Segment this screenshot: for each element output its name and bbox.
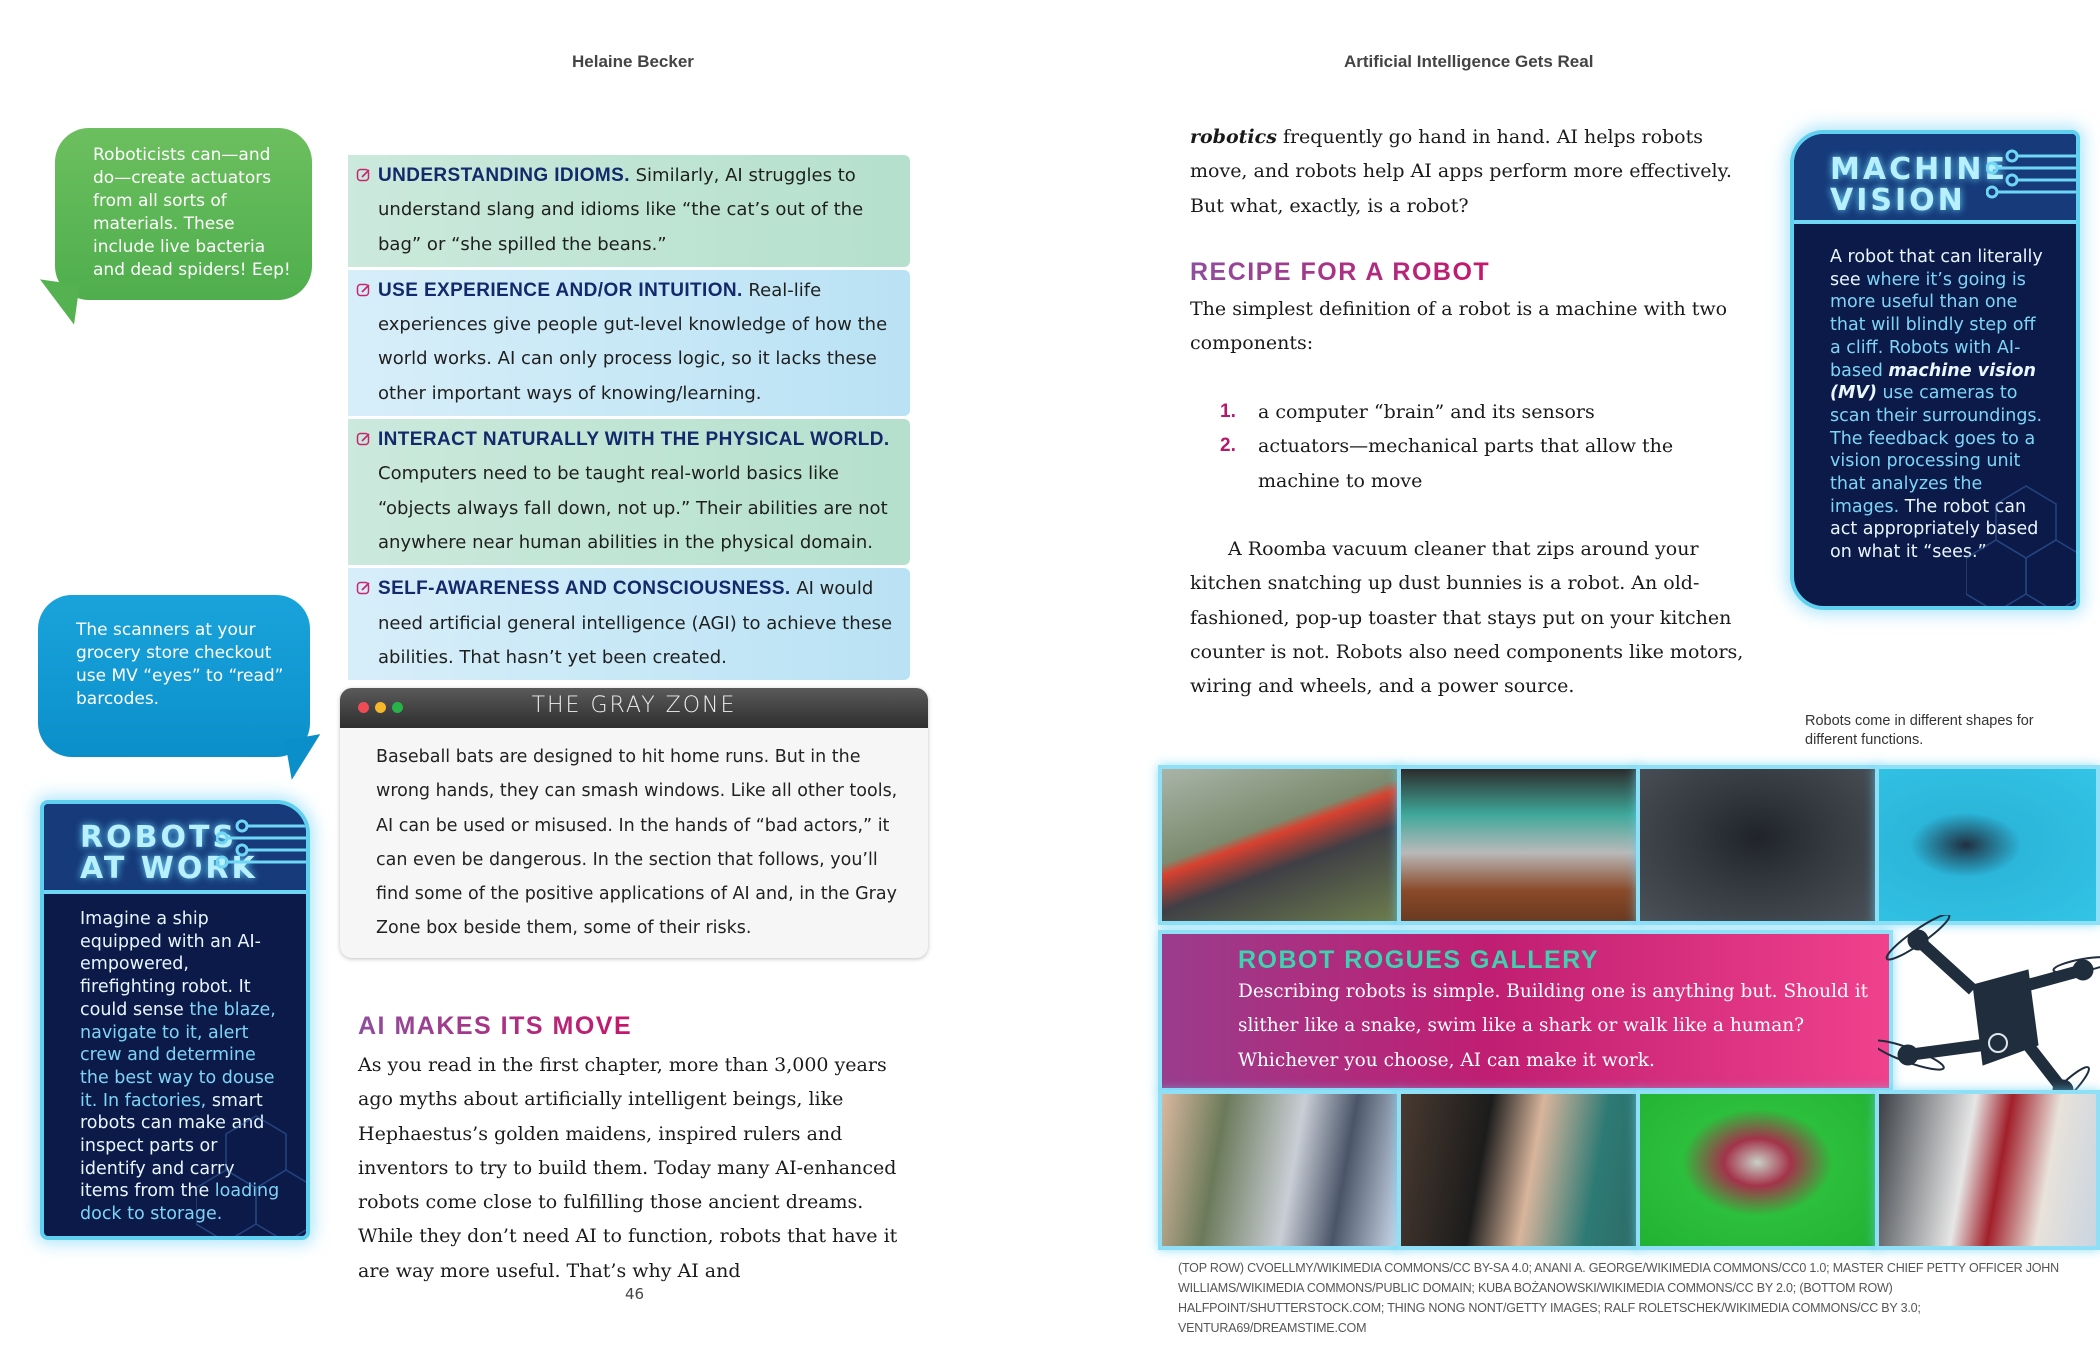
gray-zone-box: [340, 688, 928, 958]
roomba-paragraph: A Roomba vacuum cleaner that zips around your kitchen snatching up dust bunnies is a robot. An old-fashioned, pop-up toaster that stays put on your kitchen counter is not. Robots also need components like motors, wiring and wheels, and a power source.: [1190, 538, 1744, 698]
bubble-text: Roboticists can—and do—create actuators from all sorts of materials. These include live bacteria and dead spiders! Eep!: [93, 145, 291, 280]
intro-paragraph: [1190, 120, 1745, 223]
body-text: A robot that can literally see: [1830, 247, 2043, 290]
quadruped-robot-photo: [1158, 765, 1401, 925]
sidebar-title: ROBOTS AT WORK: [80, 820, 258, 886]
ai-limitations-list: [348, 155, 910, 683]
idiom-heading: INTERACT NATURALLY WITH THE PHYSICAL WORLD.: [378, 429, 890, 451]
edit-icon: [356, 282, 372, 298]
circuit-icon: [216, 816, 306, 876]
idiom-heading: SELF-AWARENESS AND CONSCIOUSNESS.: [378, 578, 791, 600]
drone-illustration-icon: [1878, 915, 2100, 1115]
bubble-text: The scanners at your grocery store checkout use MV “eyes” to “read” barcodes.: [76, 620, 284, 709]
body-text: use cameras to scan their surroundings. The feedback goes to a vision processing unit that analyzes the images.: [1830, 383, 2043, 517]
glossary-term: machine vision (MV): [1830, 360, 2036, 404]
speech-bubble-actuators: [55, 128, 312, 300]
robots-at-work-sidebar: [40, 800, 310, 1240]
list-text: a computer “brain” and its sensors: [1258, 401, 1595, 423]
glossary-term: robotics: [1190, 126, 1277, 148]
robot-components-list: [1220, 395, 1745, 498]
body-text: loading dock to storage.: [80, 1181, 280, 1225]
body-text: where it’s going is more useful than one that will blindly step off a cliff. Robots with AI-based: [1830, 269, 2036, 381]
recipe-lead: The simplest definition of a robot is a machine with two components:: [1190, 298, 1728, 355]
list-item: [1220, 395, 1745, 429]
body-text: the blaze, navigate to it, alert crew and determine the best way to douse it. In factories,: [80, 999, 276, 1111]
hexagon-pattern-icon: [1966, 476, 2080, 610]
idiom-item: [348, 155, 910, 267]
soccer-humanoid-robots-photo: [1636, 1090, 1879, 1250]
photo-caption: Robots come in different shapes for different functions.: [1805, 713, 2034, 748]
sidebar-header: [1794, 134, 2076, 224]
edit-icon: [356, 580, 372, 596]
list-number: 1.: [1220, 401, 1236, 422]
sidebar-header: [44, 804, 306, 894]
intro-text: frequently go hand in hand. AI helps robots move, and robots help AI apps perform more effectively. But what, exactly, is a robot?: [1190, 126, 1732, 217]
edit-icon: [356, 431, 372, 447]
boy-lego-robot-photo: [1875, 1090, 2100, 1250]
body-text: smart robots can make and inspect parts or identify and carry items from the: [80, 1090, 265, 1202]
idiom-item: [348, 419, 910, 565]
idiom-item: [348, 568, 910, 680]
list-number: 2.: [1220, 435, 1236, 457]
robot-photo-gallery: [1158, 765, 2100, 1250]
rogues-title: ROBOT ROGUES GALLERY: [1238, 946, 1600, 974]
idiom-text: AI would need artificial general intelligence (AGI) to achieve these abilities. That hasn’t yet been created.: [378, 578, 893, 668]
idiom-heading: USE EXPERIENCE AND/OR INTUITION.: [378, 279, 743, 301]
robot-rogues-gallery-panel: [1158, 930, 1893, 1092]
wheeled-rover-robot-photo: [1397, 765, 1640, 925]
heading-recipe-for-a-robot: RECIPE FOR A ROBOT: [1190, 258, 1491, 286]
robotic-arm-glove-photo: [1397, 1090, 1640, 1250]
speech-bubble-scanners: [38, 595, 310, 757]
page-number: 46: [625, 1285, 645, 1303]
list-text: actuators—mechanical parts that allow the machine to move: [1258, 435, 1674, 492]
body-text: Imagine a ship equipped with an AI-empowered, firefighting robot. It could sense: [80, 909, 261, 1020]
swimming-robot-photo: [1875, 765, 2100, 925]
heading-ai-makes-its-move: AI MAKES ITS MOVE: [358, 1012, 633, 1040]
rogues-body: Describing robots is simple. Building one is anything but. Should it slither like a snake, swim like a shark or walk like a human? Whichever you choose, AI can make it work.: [1238, 981, 1869, 1071]
window-title-bar: [340, 688, 928, 728]
gray-zone-body: Baseball bats are designed to hit home runs. But in the wrong hands, they can smash windows. Like all other tools, AI can be used or misused. In the hands of “bad actors,” it can even be dangerous. In the section that follows, you’ll find some of the positive applications of AI and, in the Gray Zone box beside them, some of their risks.: [376, 747, 898, 939]
photo-credits: (TOP ROW) CVOELLMY/WIKIMEDIA COMMONS/CC BY-SA 4.0; ANANI A. GEORGE/WIKIMEDIA COMMONS/CC0 1.0; MASTER CHIEF PETTY OFFICER JOHN WILLIAMS/WIKIMEDIA COMMONS/PUBLIC DOMAIN; KUBA BOŻANOWSKI/WIKIMEDIA COMMONS/CC BY 2.0; (BOTTOM ROW) HALFPOINT/SHUTTERSTOCK.COM; THING NONG NONT/GETTY IMAGES; RALF ROLETSCHEK/WIKIMEDIA COMMONS/CC BY 3.0; VENTURA69/DREAMSTIME.COM: [1178, 1261, 2059, 1335]
list-item: [1220, 429, 1745, 498]
idiom-text: Similarly, AI struggles to understand slang and idioms like “the cat’s out of the bag” or “she spilled the beans.”: [378, 165, 864, 255]
idiom-text: Real-life experiences give people gut-level knowledge of how the world works. AI can only process logic, so it lacks these other important ways of knowing/learning.: [378, 279, 888, 404]
running-head-right: Artificial Intelligence Gets Real: [1344, 52, 1594, 71]
hexagon-pattern-icon: [196, 1106, 310, 1240]
machine-vision-sidebar: [1790, 130, 2080, 610]
edit-icon: [356, 167, 372, 183]
gray-zone-title: THE GRAY ZONE: [531, 693, 737, 718]
idiom-heading: UNDERSTANDING IDIOMS.: [378, 165, 630, 186]
body-text: The robot can act appropriately based on what it “sees.”: [1830, 496, 2039, 563]
idiom-text: Computers need to be taught real-world basics like “objects always fall down, not up.” Their abilities are not anywhere near human abilities in the physical domain.: [378, 463, 888, 553]
circuit-icon: [1986, 146, 2076, 206]
cheetah-robot-photo: [1636, 765, 1879, 925]
running-head-left: Helaine Becker: [572, 52, 694, 71]
sidebar-title: MACHINE VISION: [1830, 152, 2008, 218]
ai-makes-its-move-body: As you read in the first chapter, more than 3,000 years ago myths about artificially intelligent beings, like Hephaestus’s golden maidens, inspired rulers and inventors to try to build them. Today many AI-enhanced robots come close to fulfilling those ancient dreams. While they don’t need AI to function, robots that have it are way more useful. That’s why AI and: [358, 1054, 898, 1282]
kids-humanoid-robot-photo: [1158, 1090, 1401, 1250]
idiom-item: [348, 270, 910, 416]
